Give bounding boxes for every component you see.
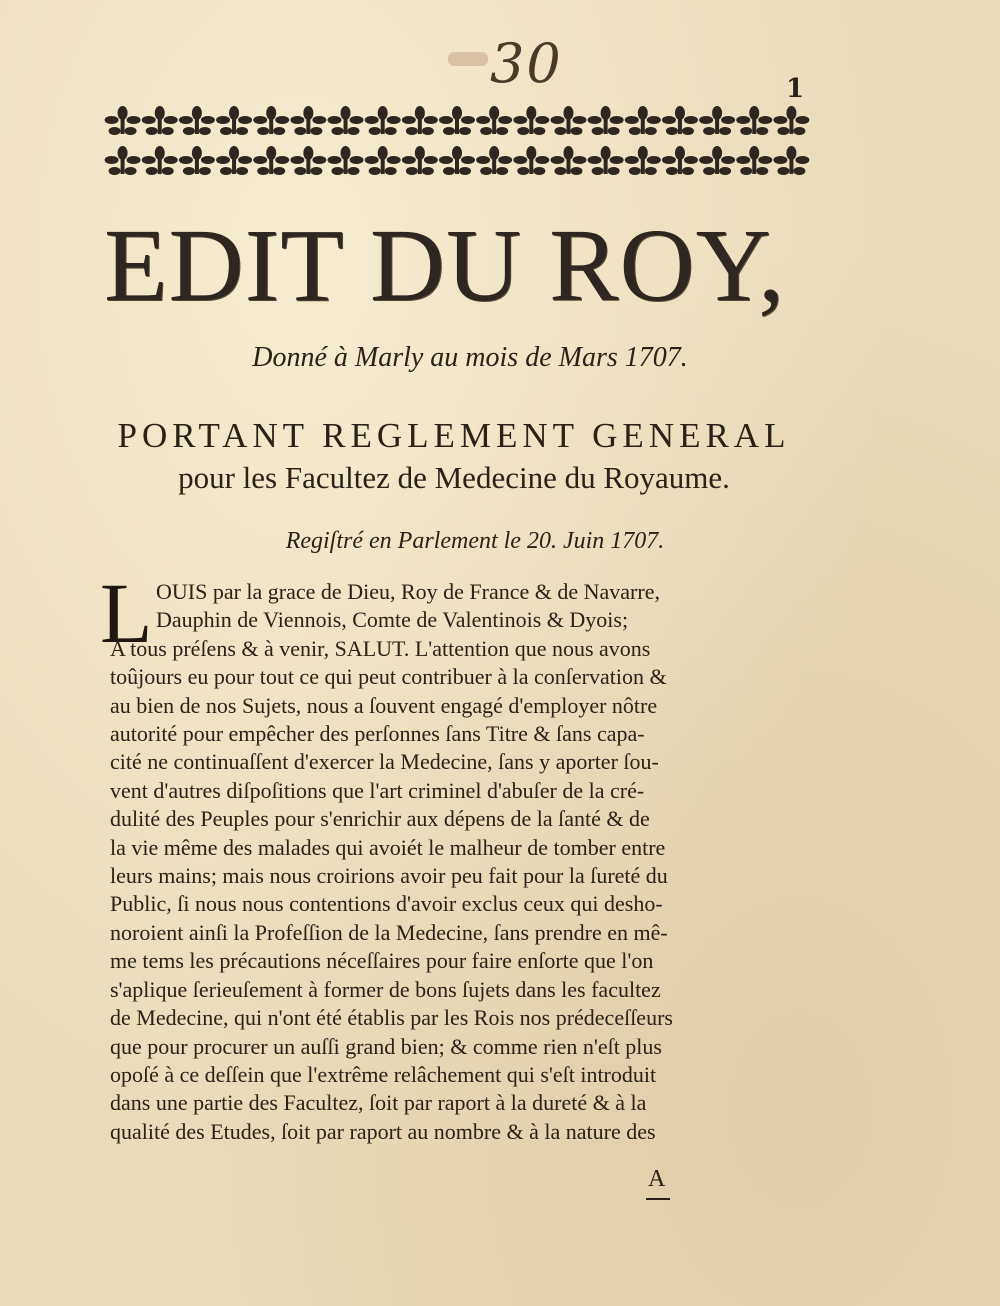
fleuron-icon	[476, 146, 512, 175]
subtitle-line-1: PORTANT REGLEMENT GENERAL	[117, 416, 791, 455]
subtitle	[104, 416, 804, 500]
fleuron-icon	[513, 146, 549, 175]
body-line: me tems les précautions néceſſaires pour faire enſorte que l'on	[110, 948, 654, 974]
fleuron-icon	[439, 106, 475, 135]
body-line: Dauphin de Viennois, Comte de Valentinois & Dyois;	[156, 607, 629, 633]
fleuron-icon	[550, 146, 586, 175]
fleuron-icon	[216, 106, 252, 135]
fleuron-icon	[328, 106, 364, 135]
body-line: dans une partie des Facultez, ſoit par raport à la dureté & à la	[110, 1090, 647, 1116]
body-line: autorité pour empêcher des perſonnes ſans Titre & ſans capa-	[110, 721, 645, 747]
fleuron-icon	[662, 106, 698, 135]
registration-note: Regiſtré en Parlement le 20. Juin 1707.	[285, 528, 665, 554]
body-line: la vie même des malades qui avoiét le malheur de tomber entre	[110, 834, 666, 860]
body-line: s'aplique ſerieuſement à former de bons ſujets dans les facultez	[110, 976, 661, 1002]
body-line: toûjours eu pour tout ce qui peut contribuer à la conſervation &	[110, 664, 667, 690]
body-line: leurs mains; mais nous croirions avoir peu fait pour la ſureté du	[110, 863, 668, 889]
fleuron-icon	[179, 146, 215, 175]
body-line: opoſé à ce deſſein que l'extrême relâchement qui s'eſt introduit	[110, 1061, 657, 1087]
body-line: dulité des Peuples pour s'enrichir aux dépens de la ſanté & de	[110, 806, 650, 832]
body-line: Public, ſi nous nous contentions d'avoir exclus ceux qui desho-	[110, 891, 663, 917]
body-line: au bien de nos Sujets, nous a ſouvent engagé d'employer nôtre	[110, 692, 658, 718]
fleuron-icon	[290, 106, 326, 135]
decorative-ornament-band	[104, 100, 810, 186]
fleuron-icon	[550, 106, 586, 135]
fleuron-icon	[662, 146, 698, 175]
fleuron-icon	[625, 106, 661, 135]
body-line: vent d'autres diſpoſitions que l'art criminel d'abuſer de la cré-	[110, 777, 645, 803]
body-line: cité ne continuaſſent d'exercer la Medecine, ſans y aporter ſou-	[110, 749, 659, 775]
fleuron-icon	[736, 146, 772, 175]
fleuron-icon	[105, 146, 141, 175]
fleuron-icon	[625, 146, 661, 175]
catchword: A	[648, 1166, 666, 1192]
body-line: noroient ainſi la Profeſſion de la Medecine, ſans prendre en mê-	[110, 919, 668, 945]
fleuron-icon	[513, 106, 549, 135]
date-line: Donné à Marly au mois de Mars 1707.	[252, 342, 688, 373]
body-line: de Medecine, qui n'ont été établis par les Rois nos prédeceſſeurs	[110, 1005, 673, 1031]
fleuron-icon	[290, 146, 326, 175]
body-line: OUIS par la grace de Dieu, Roy de France & de Navarre,	[156, 579, 660, 604]
fleuron-icon	[402, 146, 438, 175]
fleuron-icon	[699, 146, 735, 175]
fleuron-icon	[142, 146, 178, 175]
body-line: qualité des Etudes, ſoit par raport au nombre & à la nature des	[110, 1118, 656, 1144]
body-line: A tous préſens & à venir, SALUT. L'attention que nous avons	[110, 635, 651, 661]
fleuron-icon	[736, 106, 772, 135]
fleuron-icon	[439, 146, 475, 175]
handwritten-page-number: 30	[490, 32, 563, 95]
fleuron-icon	[179, 106, 215, 135]
subtitle-line-2: pour les Facultez de Medecine du Royaume.	[178, 460, 730, 495]
catchword-underline	[646, 1198, 670, 1200]
fleuron-icon	[402, 106, 438, 135]
body-text	[110, 578, 810, 1146]
fleuron-icon	[588, 106, 624, 135]
main-title: EDIT DU ROY,	[104, 208, 786, 323]
fleuron-icon	[773, 106, 809, 135]
body-line: que pour procurer un auſſi grand bien; & comme rien n'eſt plus	[110, 1033, 662, 1059]
fleuron-icon	[216, 146, 252, 175]
drop-cap: L	[100, 565, 153, 661]
fleuron-icon	[588, 146, 624, 175]
fleuron-icon	[253, 106, 289, 135]
fleuron-icon	[105, 106, 141, 135]
fleuron-icon	[328, 146, 364, 175]
page-mark: 1	[786, 74, 805, 104]
fleuron-ornament-icon	[104, 100, 810, 186]
fleuron-icon	[365, 106, 401, 135]
fleuron-icon	[253, 146, 289, 175]
fleuron-icon	[699, 106, 735, 135]
ink-smudge	[448, 52, 488, 66]
fleuron-icon	[365, 146, 401, 175]
fleuron-icon	[476, 106, 512, 135]
fleuron-icon	[773, 146, 809, 175]
fleuron-icon	[142, 106, 178, 135]
